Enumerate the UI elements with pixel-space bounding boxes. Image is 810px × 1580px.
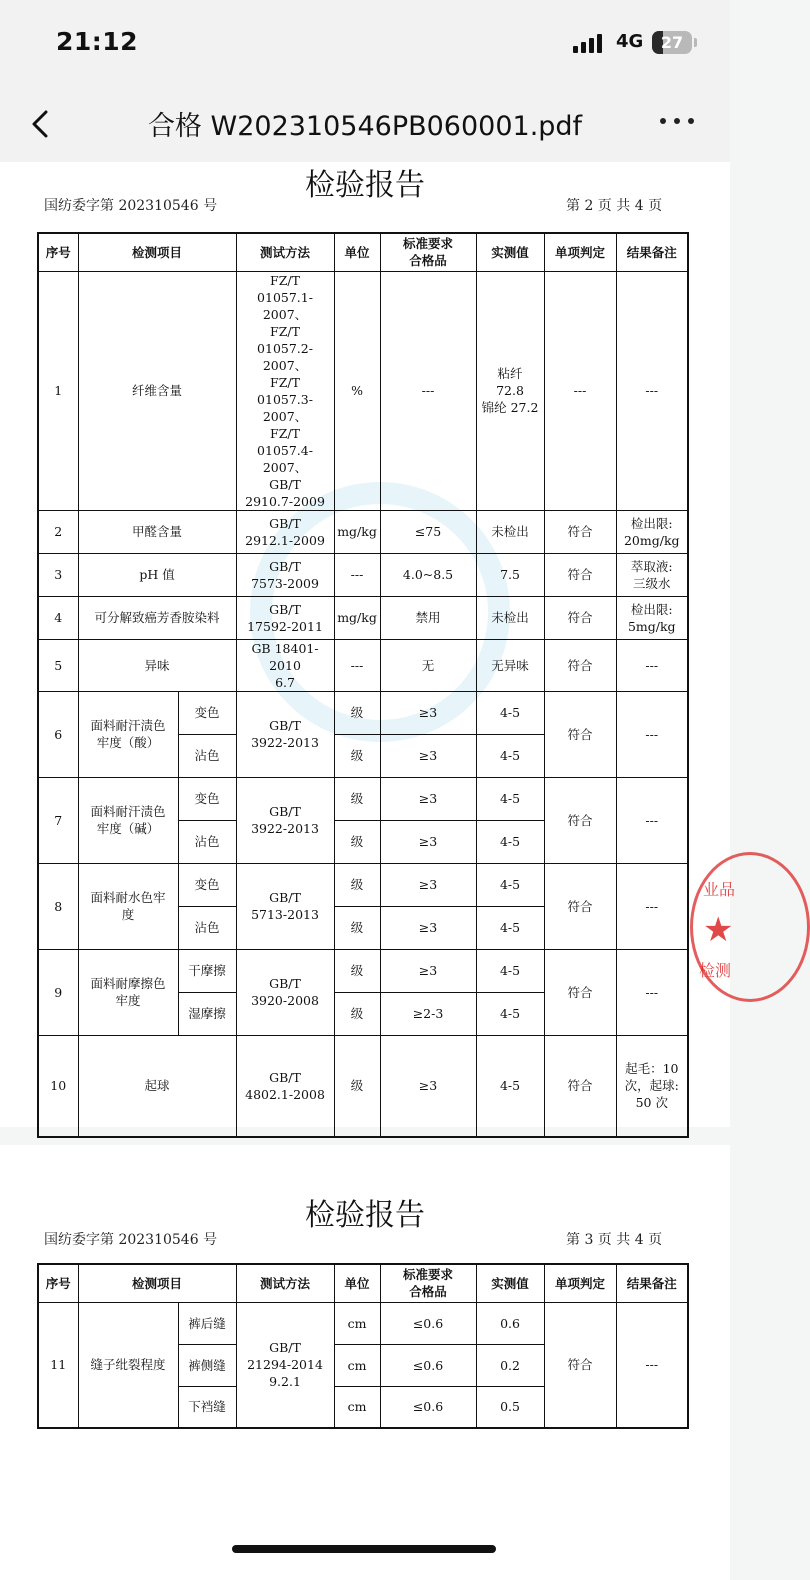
stamp-text: 检测 (699, 961, 732, 980)
cell-judgement: 符合 (544, 596, 616, 639)
header-cell: 测试方法 (236, 233, 334, 271)
cell-value: 0.6 (476, 1302, 544, 1344)
cell-judgement: 符合 (544, 553, 616, 596)
stamp-text: 业品 (703, 880, 736, 899)
cell-judgement: --- (544, 271, 616, 510)
cell-requirement: ≤0.6 (380, 1386, 476, 1428)
header-cell: 标准要求 合格品 (380, 233, 476, 271)
cell-item: 异味 (78, 639, 236, 691)
page-info: 第 3 页 共 4 页 (566, 1232, 663, 1248)
table-row (38, 777, 688, 820)
cell-note: --- (616, 949, 688, 1035)
cell-subitem: 下裆缝 (178, 1386, 236, 1428)
cell-method: FZ/T 01057.1-2007、 FZ/T 01057.2-2007、 FZ/T 01057.3-2007、 FZ/T 01057.4-2007、 GB/T 2910.7-2009 (236, 271, 334, 510)
table-header-row (38, 233, 688, 271)
star-icon: ★ (703, 910, 734, 950)
cell-judgement: 符合 (544, 1302, 616, 1428)
cell-no: 5 (38, 639, 78, 691)
cell-no: 8 (38, 863, 78, 949)
table-row (38, 691, 688, 734)
header-cell: 单项判定 (544, 1264, 616, 1302)
cell-requirement: ≥3 (380, 734, 476, 777)
cell-method: GB/T 4802.1-2008 (236, 1035, 334, 1137)
cell-no: 1 (38, 271, 78, 510)
cell-no: 7 (38, 777, 78, 863)
header-cell: 结果备注 (616, 1264, 688, 1302)
cell-requirement: ≥3 (380, 820, 476, 863)
cell-no: 2 (38, 510, 78, 553)
battery-level: 27 (660, 33, 684, 52)
cell-subitem: 变色 (178, 863, 236, 906)
cell-judgement: 符合 (544, 639, 616, 691)
cell-note: 检出限: 20mg/kg (616, 510, 688, 553)
report-title: 检验报告 (305, 1198, 425, 1233)
cell-value: 未检出 (476, 510, 544, 553)
cell-item: pH 值 (78, 553, 236, 596)
cell-judgement: 符合 (544, 863, 616, 949)
cell-no: 4 (38, 596, 78, 639)
cell-requirement: ≥3 (380, 906, 476, 949)
table-row (38, 863, 688, 906)
cell-method: GB/T 5713-2013 (236, 863, 334, 949)
battery-icon (652, 31, 692, 54)
cell-method: GB/T 2912.1-2009 (236, 510, 334, 553)
header-cell: 单项判定 (544, 233, 616, 271)
report-table (37, 232, 689, 1138)
cell-judgement: 符合 (544, 691, 616, 777)
doc-number: 国纺委字第 202310546 号 (44, 1232, 218, 1248)
cell-method: GB/T 21294-2014 9.2.1 (236, 1302, 334, 1428)
inspection-stamp (690, 852, 810, 1002)
cell-requirement: ≥3 (380, 777, 476, 820)
cell-requirement: ≥3 (380, 1035, 476, 1137)
cell-unit: cm (334, 1344, 380, 1386)
cell-value: 4-5 (476, 734, 544, 777)
table-row (38, 510, 688, 553)
cell-note: 检出限: 5mg/kg (616, 596, 688, 639)
doc-number: 国纺委字第 202310546 号 (44, 198, 218, 214)
more-horizontal-icon[interactable] (660, 110, 700, 130)
header-cell: 结果备注 (616, 233, 688, 271)
cell-value: 0.2 (476, 1344, 544, 1386)
cell-method: GB 18401-2010 6.7 (236, 639, 334, 691)
header-cell: 单位 (334, 1264, 380, 1302)
cell-unit: cm (334, 1386, 380, 1428)
cell-requirement: ≥3 (380, 863, 476, 906)
header-cell: 检测项目 (78, 1264, 236, 1302)
home-indicator[interactable] (232, 1545, 496, 1553)
cell-requirement: 无 (380, 639, 476, 691)
header-cell: 检测项目 (78, 233, 236, 271)
cell-note: --- (616, 777, 688, 863)
header-cell: 序号 (38, 1264, 78, 1302)
cell-method: GB/T 17592-2011 (236, 596, 334, 639)
cell-note: --- (616, 1302, 688, 1428)
cell-note: 萃取液: 三级水 (616, 553, 688, 596)
cell-item: 面料耐水色牢 度 (78, 863, 178, 949)
cell-requirement: ≤0.6 (380, 1344, 476, 1386)
signal-icon (573, 33, 605, 53)
cell-value: 4-5 (476, 820, 544, 863)
cell-unit: 级 (334, 949, 380, 992)
cell-value: 4-5 (476, 906, 544, 949)
header-cell: 序号 (38, 233, 78, 271)
cell-judgement: 符合 (544, 949, 616, 1035)
cell-no: 10 (38, 1035, 78, 1137)
report-table (37, 1263, 689, 1429)
cell-requirement: ≥2-3 (380, 992, 476, 1035)
cell-method: GB/T 3922-2013 (236, 777, 334, 863)
cell-unit: mg/kg (334, 510, 380, 553)
cell-item: 面料耐汗渍色 牢度（碱） (78, 777, 178, 863)
cell-judgement: 符合 (544, 1035, 616, 1137)
table-row (38, 271, 688, 510)
cell-item: 面料耐汗渍色 牢度（酸） (78, 691, 178, 777)
cell-judgement: 符合 (544, 777, 616, 863)
cell-value: 4-5 (476, 691, 544, 734)
cell-judgement: 符合 (544, 510, 616, 553)
header-cell: 单位 (334, 233, 380, 271)
cell-requirement: ≥3 (380, 691, 476, 734)
cell-value: 4-5 (476, 992, 544, 1035)
cell-value: 粘纤 72.8 锦纶 27.2 (476, 271, 544, 510)
cell-requirement: 禁用 (380, 596, 476, 639)
cell-unit: --- (334, 553, 380, 596)
table-header-row (38, 1264, 688, 1302)
cell-subitem: 沾色 (178, 906, 236, 949)
cell-value: 无异味 (476, 639, 544, 691)
status-time: 21:12 (56, 27, 139, 56)
header-cell: 实测值 (476, 233, 544, 271)
status-bar (0, 0, 730, 80)
cell-note: --- (616, 271, 688, 510)
cell-subitem: 湿摩擦 (178, 992, 236, 1035)
cell-value: 4-5 (476, 949, 544, 992)
cell-subitem: 沾色 (178, 734, 236, 777)
cell-subitem: 裤后缝 (178, 1302, 236, 1344)
header-cell: 测试方法 (236, 1264, 334, 1302)
pdf-page (0, 162, 736, 1127)
cell-subitem: 裤侧缝 (178, 1344, 236, 1386)
cell-value: 4-5 (476, 1035, 544, 1137)
cell-unit: 级 (334, 691, 380, 734)
cell-method: GB/T 3922-2013 (236, 691, 334, 777)
cell-requirement: ≥3 (380, 949, 476, 992)
table-row (38, 1302, 688, 1344)
cell-item: 纤维含量 (78, 271, 236, 510)
cell-item: 甲醛含量 (78, 510, 236, 553)
header-cell: 标准要求 合格品 (380, 1264, 476, 1302)
page-info: 第 2 页 共 4 页 (566, 198, 663, 214)
cell-subitem: 沾色 (178, 820, 236, 863)
cell-item: 起球 (78, 1035, 236, 1137)
cell-unit: % (334, 271, 380, 510)
cell-unit: 级 (334, 992, 380, 1035)
cell-no: 11 (38, 1302, 78, 1428)
cell-value: 未检出 (476, 596, 544, 639)
cell-no: 3 (38, 553, 78, 596)
cell-unit: 级 (334, 1035, 380, 1137)
cell-method: GB/T 7573-2009 (236, 553, 334, 596)
cell-item: 缝子纰裂程度 (78, 1302, 178, 1428)
cell-requirement: 4.0~8.5 (380, 553, 476, 596)
header-cell: 实测值 (476, 1264, 544, 1302)
document-title: 合格 W202310546PB060001.pdf (147, 111, 583, 142)
table-row (38, 553, 688, 596)
cell-subitem: 变色 (178, 777, 236, 820)
table-row (38, 949, 688, 992)
table-row (38, 1035, 688, 1137)
pdf-page (0, 1145, 730, 1580)
cell-value: 0.5 (476, 1386, 544, 1428)
cell-item: 可分解致癌芳香胺染料 (78, 596, 236, 639)
cell-unit: mg/kg (334, 596, 380, 639)
cell-unit: 级 (334, 734, 380, 777)
cell-item: 面料耐摩擦色 牢度 (78, 949, 178, 1035)
cell-no: 9 (38, 949, 78, 1035)
cell-note: --- (616, 639, 688, 691)
battery-tip (694, 38, 697, 47)
cell-unit: 级 (334, 820, 380, 863)
cell-unit: 级 (334, 863, 380, 906)
cell-unit: 级 (334, 906, 380, 949)
cell-unit: 级 (334, 777, 380, 820)
cell-requirement: ≤75 (380, 510, 476, 553)
table-row (38, 596, 688, 639)
cell-note: --- (616, 691, 688, 777)
cell-subitem: 变色 (178, 691, 236, 734)
cell-note: 起毛：10 次，起球: 50 次 (616, 1035, 688, 1137)
cell-unit: --- (334, 639, 380, 691)
cell-requirement: ≤0.6 (380, 1302, 476, 1344)
report-title: 检验报告 (305, 168, 425, 203)
cell-note: --- (616, 863, 688, 949)
table-row (38, 639, 688, 691)
cell-unit: cm (334, 1302, 380, 1344)
cell-requirement: --- (380, 271, 476, 510)
cell-value: 4-5 (476, 863, 544, 906)
network-type: 4G (616, 31, 644, 52)
cell-value: 4-5 (476, 777, 544, 820)
cell-method: GB/T 3920-2008 (236, 949, 334, 1035)
cell-no: 6 (38, 691, 78, 777)
cell-subitem: 干摩擦 (178, 949, 236, 992)
cell-value: 7.5 (476, 553, 544, 596)
